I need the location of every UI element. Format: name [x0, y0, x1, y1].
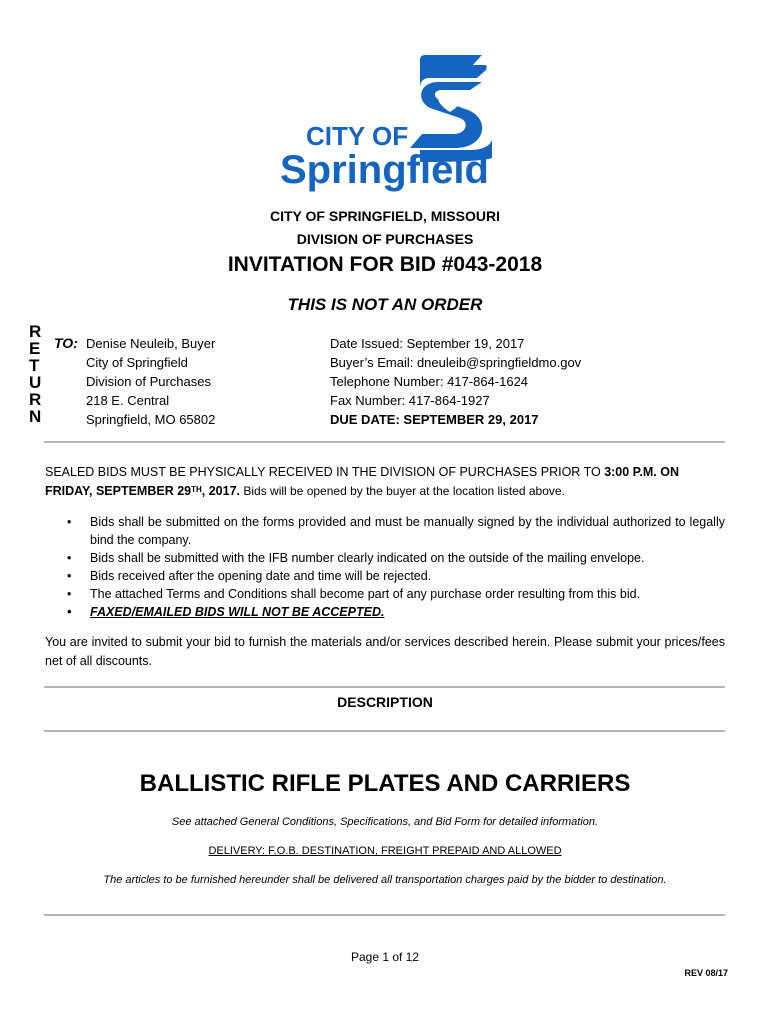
return-letter: U — [29, 373, 42, 392]
revision-label: REV 08/17 — [684, 968, 728, 978]
return-letter: E — [29, 339, 41, 358]
address-line: City of Springfield — [86, 355, 188, 370]
see-attached-note: See attached General Conditions, Specifications, and Bid Form for detailed information. — [171, 816, 599, 828]
return-vertical-label — [29, 323, 47, 425]
address-line: 218 E. Central — [86, 393, 170, 408]
fax-number: Fax Number: 417-864-1927 — [330, 393, 490, 408]
city-of-springfield-logo — [270, 50, 510, 200]
header-city: CITY OF SPRINGFIELD, MISSOURI — [270, 208, 500, 224]
springfield-s-heart-icon — [270, 50, 510, 200]
address-line: Denise Neuleib, Buyer — [86, 336, 216, 351]
transportation-note: The articles to be furnished hereunder shall be delivered all transportation charges paid by the bidder to destination. — [103, 874, 667, 886]
invitation-paragraph: You are invited to submit your bid to furnish the materials and/or services described herein. Please submit your prices/fees net of all discounts. — [45, 635, 725, 668]
list-item: • Bids shall be submitted with the IFB number clearly indicated on the outside of the mailing envelope. — [45, 549, 725, 567]
divider — [44, 686, 725, 688]
divider — [44, 914, 725, 916]
return-address — [86, 334, 215, 429]
date-issued: Date Issued: September 19, 2017 — [330, 336, 525, 351]
page-number: Page 1 of 12 — [350, 950, 420, 964]
return-letter: N — [29, 407, 42, 426]
return-letter: R — [29, 322, 42, 341]
due-date: DUE DATE: SEPTEMBER 29, 2017 — [330, 412, 539, 427]
svg-text:Springfield: Springfield — [280, 148, 489, 192]
list-item: • FAXED/EMAILED BIDS WILL NOT BE ACCEPTED. — [45, 603, 725, 621]
list-item: • Bids received after the opening date and time will be rejected. — [45, 567, 725, 585]
page-title: INVITATION FOR BID #043-2018 — [227, 253, 543, 276]
header-division: DIVISION OF PURCHASES — [296, 231, 474, 247]
address-line: Springfield, MO 65802 — [86, 412, 216, 427]
return-letter: T — [29, 356, 40, 375]
description-heading: DESCRIPTION — [337, 694, 433, 710]
svg-text:CITY OF: CITY OF — [306, 121, 409, 151]
list-item: • The attached Terms and Conditions shall become part of any purchase order resulting from this bid. — [45, 585, 725, 603]
address-line: Division of Purchases — [86, 374, 211, 389]
return-letter: R — [29, 390, 42, 409]
delivery-terms: DELIVERY: F.O.B. DESTINATION, FREIGHT PREPAID AND ALLOWED — [208, 845, 562, 857]
buyer-email: Buyer’s Email: dneuleib@springfieldmo.gov — [330, 355, 582, 370]
sealed-bids-notice: SEALED BIDS MUST BE PHYSICALLY RECEIVED IN THE DIVISION OF PURCHASES PRIOR TO 3:00 P.M. ON FRIDAY, SEPTEMBER 29TH, 2017. Bids will be opened by the buyer at the location listed above. — [45, 465, 679, 498]
not-an-order-notice: THIS IS NOT AN ORDER — [287, 295, 483, 314]
bid-rules-list — [45, 513, 725, 621]
telephone-number: Telephone Number: 417-864-1624 — [330, 374, 529, 389]
list-item: • Bids shall be submitted on the forms provided and must be manually signed by the individual authorized to legally bind the company. — [45, 513, 725, 549]
to-label: TO: — [54, 335, 78, 351]
bid-info — [330, 334, 581, 429]
item-title: BALLISTIC RIFLE PLATES AND CARRIERS — [139, 770, 631, 797]
divider — [44, 730, 725, 732]
divider — [44, 441, 725, 443]
